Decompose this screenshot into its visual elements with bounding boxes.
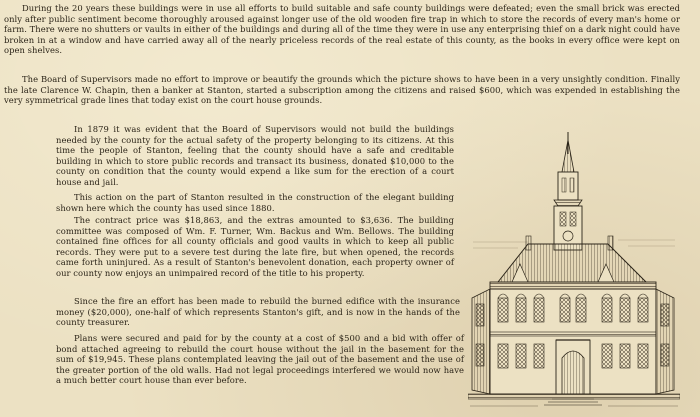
paragraph-contract-price: The contract price was $18,863, and the extras amounted to $3,636. The building committee was composed of Wm. F. Turner, Wm. Backus and Wm. Bellows. The building contained fine offices for all county officials and good vaults in which to keep all public records. They were put to a severe test during the late fire, but when opened, the records came forth uninjured. As a result of Stanton's benevolent donation, each property owner of our county now enjoys an unimpaired record of the title to his property. <box>56 215 454 278</box>
paragraph-1879-donation: In 1879 it was evident that the Board of Supervisors would not build the buildings needed by the county for the actual safety of the property belonging to its citizens. At this time the people of Stanton, feeling that the county should have a safe and creditable building in which to store public records and transact its business, donated $10,000 to the county on condition that the county would expend a like sum for the erection of a court house and jail. <box>56 124 454 187</box>
paragraph-construction: This action on the part of Stanton resulted in the construction of the elegant building shown here which the county has used since 1880. <box>56 192 454 213</box>
paragraph-rebuild-plans: Plans were secured and paid for by the county at a cost of $500 and a bid with offer of bond attached agreeing to rebuild the court house without the jail in the basement for the sum of $19,945. These plans contemplated leaving the jail out of the basement and the use of the greater portion of the old walls. Had not legal proceedings interfered we would now have a much better court house than ever before. <box>56 333 464 386</box>
paragraph-insurance: Since the fire an effort has been made to rebuild the burned edifice with the insurance money ($20,000), one-half of which represents Stanton's gift, and is now in the hands of the county treasurer. <box>56 296 460 328</box>
court-house-engraving-icon <box>468 132 680 408</box>
paragraph-grounds: The Board of Supervisors made no effort to improve or beautify the grounds which the picture shows to have been in a very unsightly condition. Finally the late Clarence W. Chapin, then a banker at Stanton, started a subscription among the citizens and raised $600, which was expended in establishing the very symmetrical grade lines that today exist on the court house grounds. <box>4 74 680 106</box>
paragraph-old-buildings: During the 20 years these buildings were in use all efforts to build suitable and safe county buildings were defeated; even the small brick was erected only after public sentiment become thoroughly aroused against longer use of the old wooden fire trap in which to store the records of every man's home or farm. There were no shutters or vaults in either of the buildings and during all of the time they were in use any enterprising thief on a dark night could have broken in at a window and have carried away all of the nearly priceless records of the real estate of this county, as the books in every office were kept on open shelves. <box>4 3 680 56</box>
